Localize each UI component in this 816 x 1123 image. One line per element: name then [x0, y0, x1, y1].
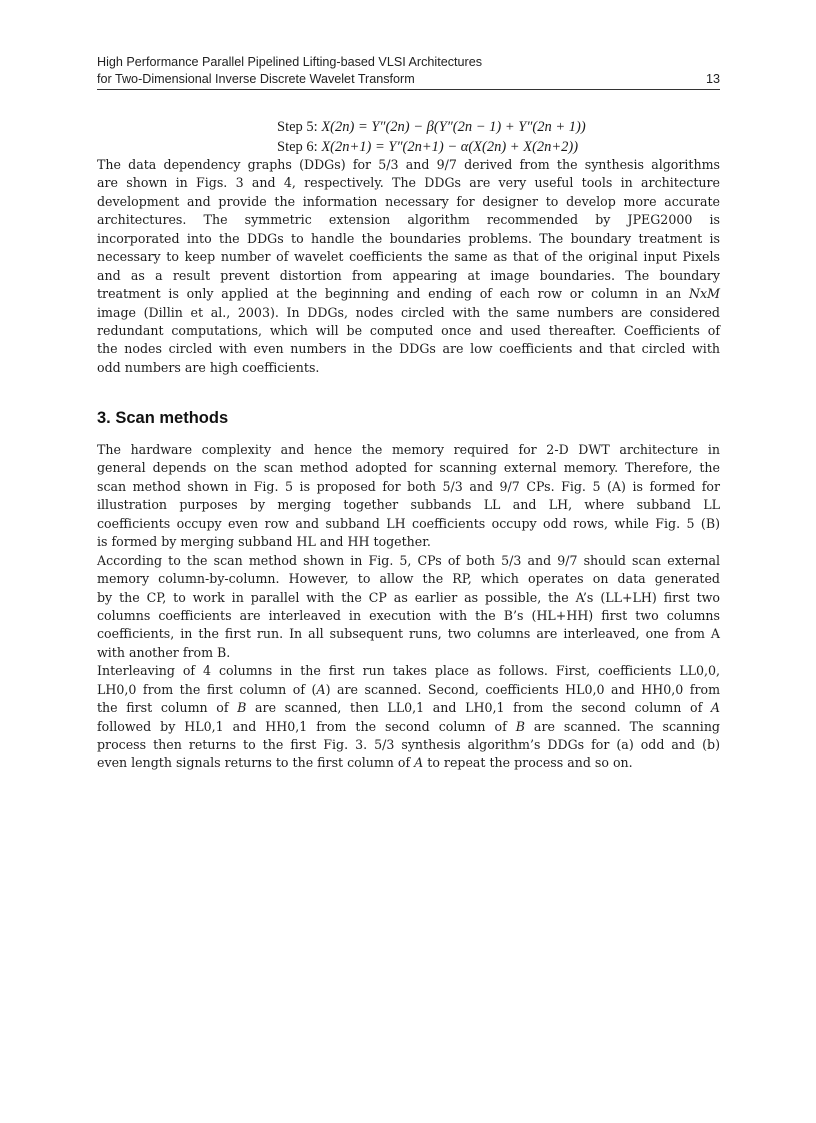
text-line: The hardware complexity and hence the memory required for 2-D DWT architecture in [97, 442, 720, 457]
text-line [97, 681, 720, 699]
text-line: is formed by merging subband HL and HH together. [97, 534, 431, 550]
equation-expression: X(2n+1) = Y″(2n+1) − α(X(2n) + X(2n+2)) [321, 139, 579, 155]
italic-text: A [414, 755, 424, 771]
text-segment: the first column of [97, 700, 238, 716]
text-line: columns coefficients are interleaved in execution with the B’s (HL+HH) first two columns [97, 607, 720, 623]
equation-label: Step 5: [277, 119, 322, 135]
text-line: development and provide the information necessary for designer to develop more accurate [97, 193, 720, 209]
text-line: general depends on the scan method adopted for scanning external memory. Therefore, the [97, 460, 720, 476]
text-segment: even length signals returns to the first column of [97, 755, 415, 771]
equation-step-6 [277, 138, 578, 156]
text-line: Interleaving of 4 columns in the first run takes place as follows. First, coefficients LL0,0, [97, 663, 720, 679]
text-line: incorporated into the DDGs to handle the boundaries problems. The boundary treatment is [97, 230, 720, 246]
running-header-title-line1: High Performance Parallel Pipelined Lifting-based VLSI Architectures [97, 55, 483, 69]
equation-expression: X(2n) = Y″(2n) − β(Y″(2n − 1) + Y″(2n + 1)) [321, 119, 586, 135]
text-segment: are scanned, then LL0,1 and LH0,1 from the second column of [246, 700, 711, 716]
text-line: odd numbers are high coefficients. [97, 359, 320, 375]
text-line: process then returns to the first Fig. 3. 5/3 synthesis algorithm’s DDGs for (a) odd and (b) [97, 737, 720, 752]
text-line: by the CP, to work in parallel with the CP as earlier as possible, the A’s (LL+LH) first two [97, 589, 720, 605]
text-line: coefficients occupy even row and subband LH coefficients occupy odd rows, while Fig. 5 (B) [97, 515, 720, 531]
text-line: necessary to keep number of wavelet coefficients the same as that of the original input Pixels [97, 249, 720, 265]
text-line [97, 699, 720, 717]
text-line: According to the scan method shown in Fig. 5, CPs of both 5/3 and 9/7 should scan external [97, 552, 720, 568]
paragraph-ddg [97, 156, 720, 377]
page-number: 13 [705, 72, 720, 86]
text-line: and as a result prevent distortion from appearing at image boundaries. The boundary [97, 267, 720, 283]
text-line: architectures. The symmetric extension algorithm recommended by JPEG2000 is [97, 212, 720, 228]
italic-text: A [710, 700, 720, 716]
header-rule [97, 89, 720, 90]
text-line: redundant computations, which will be computed once and used thereafter. Coefficients of [97, 322, 720, 338]
section-heading: 3. Scan methods [97, 409, 229, 427]
text-line [97, 754, 720, 772]
text-line: image (Dillin et al., 2003). In DDGs, nodes circled with the same numbers are considered [97, 304, 720, 320]
text-segment: ) are scanned. Second, coefficients HL0,0 and HH0,0 from [325, 681, 721, 697]
text-line: the nodes circled with even numbers in the DDGs are low coefficients and that circled with [97, 341, 720, 357]
running-header-line2 [97, 71, 720, 88]
running-header-title-line2: for Two-Dimensional Inverse Discrete Wavelet Transform [97, 72, 415, 86]
text-line [97, 718, 720, 736]
text-line: The data dependency graphs (DDGs) for 5/3 and 9/7 derived from the synthesis algorithms [97, 157, 720, 172]
paragraph-scan-methods [97, 441, 720, 773]
text-segment: are scanned. The scanning [524, 718, 720, 734]
text-segment: to repeat the process and so on. [423, 755, 633, 771]
italic-text: NxM [688, 286, 720, 302]
text-line: coefficients, in the first run. In all subsequent runs, two columns are interleaved, one from A [97, 626, 720, 642]
text-line: are shown in Figs. 3 and 4, respectively. The DDGs are very useful tools in architecture [97, 175, 720, 191]
italic-text: B [237, 700, 247, 716]
equation-step-5 [277, 118, 586, 136]
text-line: memory column-by-column. However, to allow the RP, which operates on data generated [97, 571, 720, 587]
italic-text: B [515, 718, 525, 734]
text-segment: treatment is only applied at the beginning and ending of each row or column in an [97, 286, 689, 302]
equation-label: Step 6: [277, 139, 322, 155]
text-line: with another from B. [97, 644, 231, 660]
text-line: scan method shown in Fig. 5 is proposed for both 5/3 and 9/7 CPs. Fig. 5 (A) is formed for [97, 478, 720, 494]
text-segment: followed by HL0,1 and HH0,1 from the second column of [97, 718, 516, 734]
italic-text: A [316, 681, 326, 697]
text-line: illustration purposes by merging together subbands LL and LH, where subband LL [97, 497, 720, 513]
text-segment: LH0,0 from the first column of ( [97, 681, 317, 697]
text-line [97, 285, 720, 303]
